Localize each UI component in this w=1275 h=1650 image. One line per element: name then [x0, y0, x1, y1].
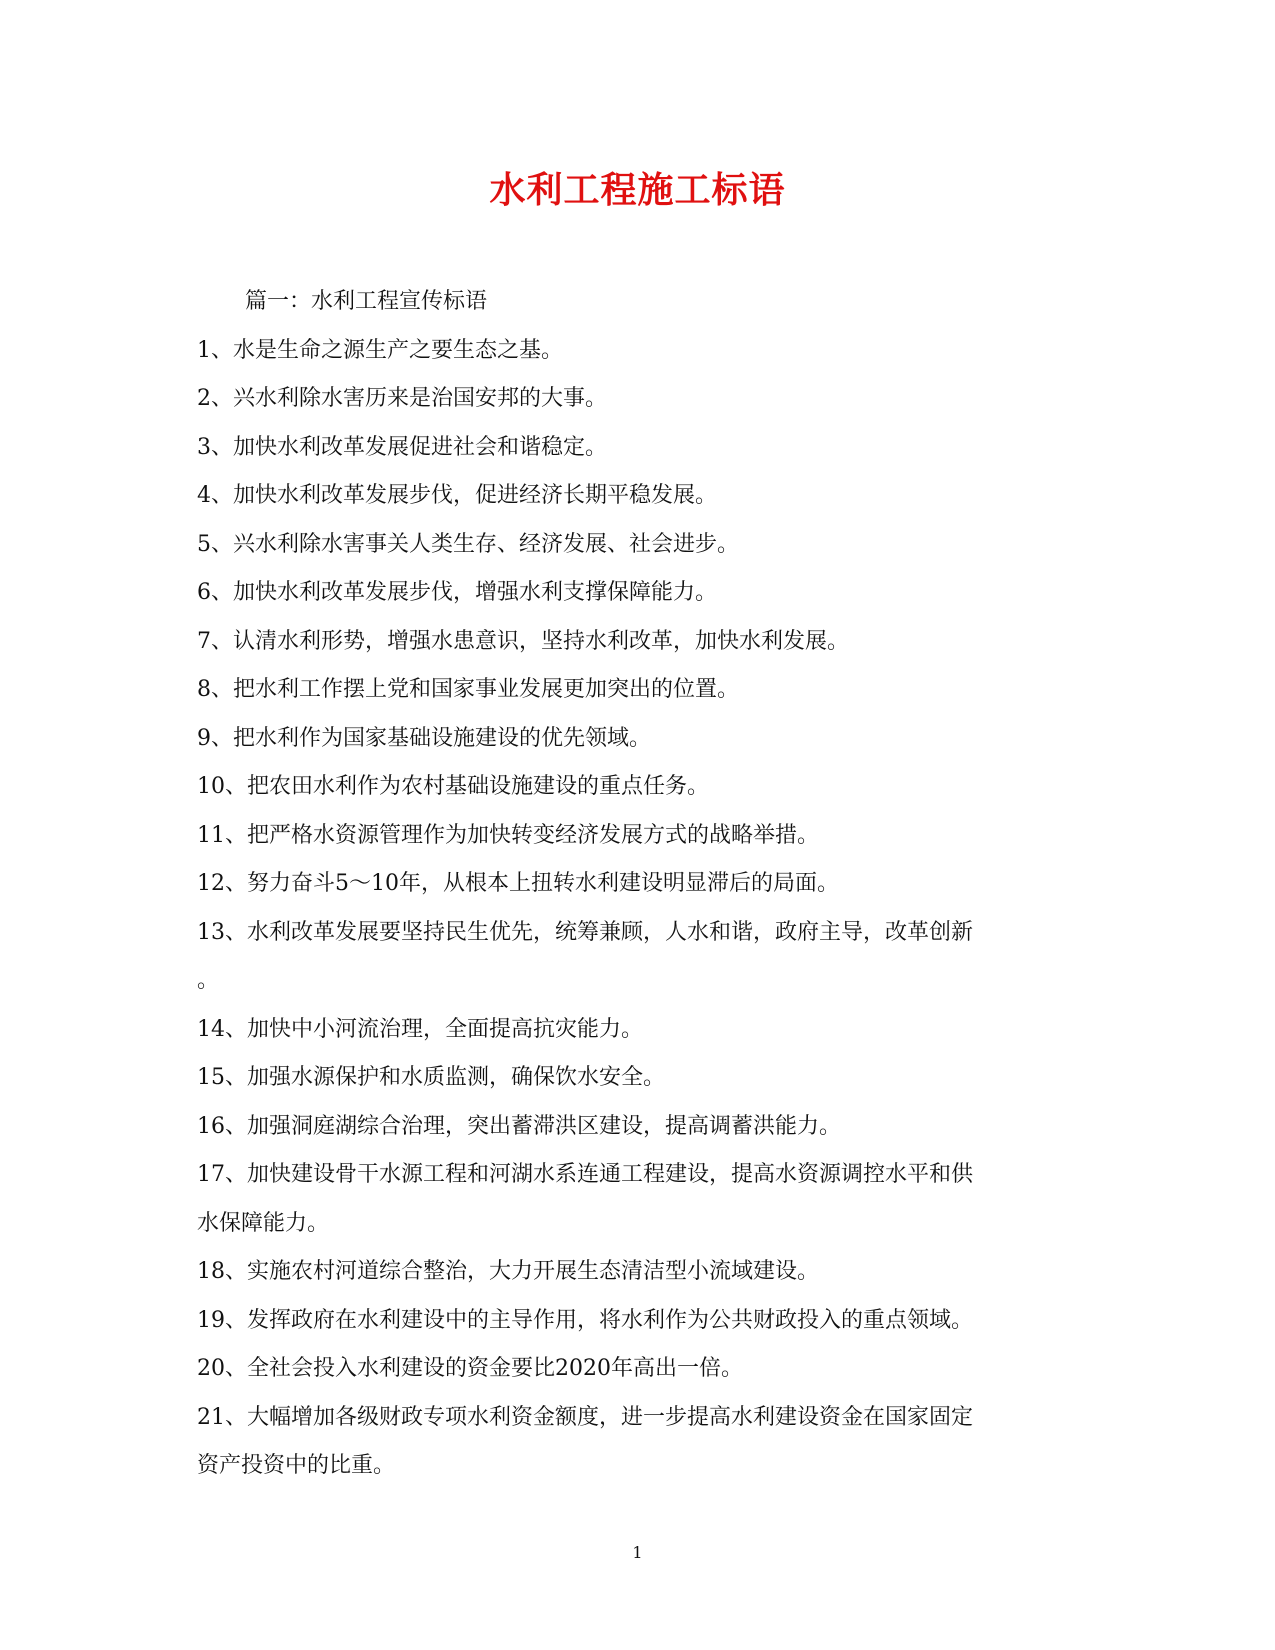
text-line: 5、兴水利除水害事关人类生存、经济发展、社会进步。 [197, 531, 739, 557]
text-line: 资产投资中的比重。 [197, 1453, 396, 1478]
text-line: 3、加快水利改革发展促进社会和谐稳定。 [197, 434, 607, 460]
page-title: 水利工程施工标语 [489, 169, 786, 211]
text-line: 13、水利改革发展要坚持民生优先，统筹兼顾，人水和谐，政府主导，改革创新 [197, 919, 973, 945]
text-line: 18、实施农村河道综合整治，大力开展生态清洁型小流域建设。 [197, 1259, 819, 1284]
text-line: 17、加快建设骨干水源工程和河湖水系连通工程建设，提高水资源调控水平和供 [197, 1162, 973, 1187]
text-line: 4、加快水利改革发展步伐，促进经济长期平稳发展。 [197, 483, 717, 508]
text-line: 14、加快中小河流治理，全面提高抗灾能力。 [197, 1016, 643, 1042]
text-line: 10、把农田水利作为农村基础设施建设的重点任务。 [197, 774, 709, 799]
document-body [197, 278, 1079, 1491]
text-line: 16、加强洞庭湖综合治理，突出蓄滞洪区建设，提高调蓄洪能力。 [197, 1113, 841, 1139]
text-line: 19、发挥政府在水利建设中的主导作用，将水利作为公共财政投入的重点领域。 [197, 1307, 973, 1333]
text-line: 1、水是生命之源生产之要生态之基。 [197, 337, 563, 363]
text-line: 8、把水利工作摆上党和国家事业发展更加突出的位置。 [197, 677, 739, 702]
text-line: 。 [197, 968, 220, 993]
text-line: 7、认清水利形势，增强水患意识，坚持水利改革，加快水利发展。 [197, 628, 849, 654]
text-line: 2、兴水利除水害历来是治国安邦的大事。 [197, 386, 607, 411]
text-line: 21、大幅增加各级财政专项水利资金额度，进一步提高水利建设资金在国家固定 [197, 1404, 973, 1430]
text-line: 9、把水利作为国家基础设施建设的优先领域。 [197, 725, 651, 751]
page-number: 1 [632, 1543, 643, 1562]
section-heading: 篇一：水利工程宣传标语 [245, 289, 488, 314]
text-line: 11、把严格水资源管理作为加快转变经济发展方式的战略举措。 [197, 822, 819, 848]
text-line: 15、加强水源保护和水质监测，确保饮水安全。 [197, 1065, 665, 1090]
text-line: 20、全社会投入水利建设的资金要比2020年高出一倍。 [197, 1356, 743, 1381]
text-line: 12、努力奋斗5～10年，从根本上扭转水利建设明显滞后的局面。 [197, 871, 839, 896]
text-line: 6、加快水利改革发展步伐，增强水利支撑保障能力。 [197, 580, 717, 605]
text-line: 水保障能力。 [197, 1210, 330, 1236]
